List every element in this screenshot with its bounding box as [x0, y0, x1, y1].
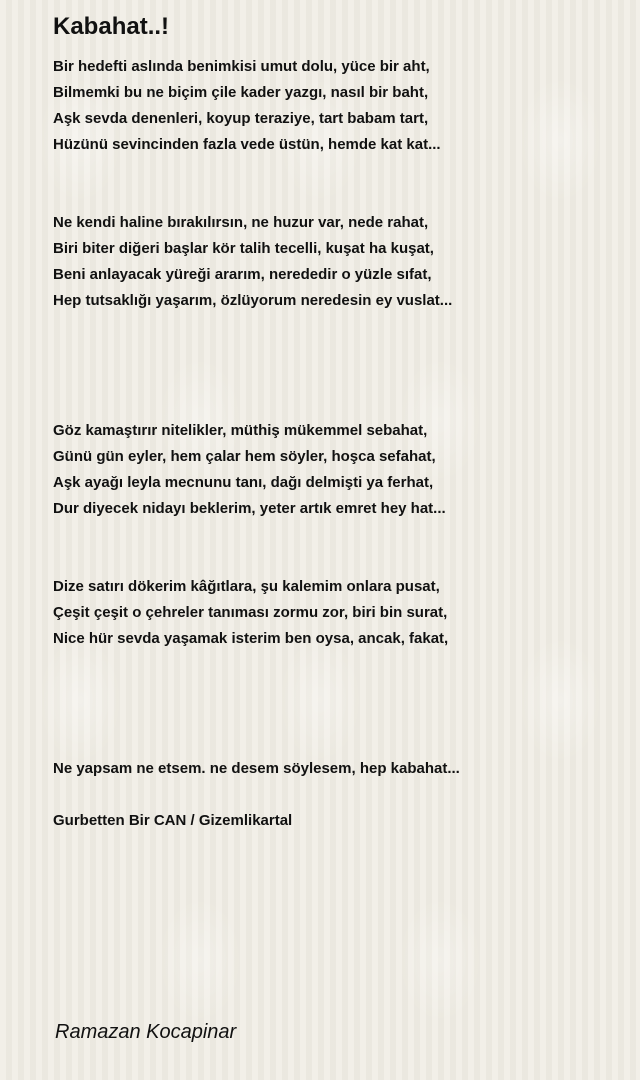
- poem-line: Bir hedefti aslında benimkisi umut dolu, yüce bir aht,: [53, 58, 430, 75]
- poem-line: Biri biter diğeri başlar kör talih tecelli, kuşat ha kuşat,: [53, 240, 434, 257]
- stanza-2: [53, 210, 623, 314]
- poem-line: Nice hür sevda yaşamak isterim ben oysa, ancak, fakat,: [53, 630, 449, 647]
- stanza-4: [53, 574, 623, 652]
- poem-line: Hep tutsaklığı yaşarım, özlüyorum neredesin ey vuslat...: [53, 292, 453, 309]
- stanza-3: [53, 418, 623, 522]
- poem-container: [53, 12, 623, 834]
- poem-line: Ne kendi haline bırakılırsın, ne huzur var, nede rahat,: [53, 214, 429, 231]
- stanza-5: [53, 756, 623, 782]
- poem-line: Günü gün eyler, hem çalar hem söyler, hoşca sefahat,: [53, 448, 436, 465]
- poem-line: Aşk ayağı leyla mecnunu tanı, dağı delmişti ya ferhat,: [53, 474, 434, 491]
- poem-body: [53, 54, 623, 782]
- poem-line: Göz kamaştırır nitelikler, müthiş mükemmel sebahat,: [53, 422, 428, 439]
- poem-line: Beni anlayacak yüreği ararım, nerededir o yüzle sıfat,: [53, 266, 432, 283]
- poem-line: Ne yapsam ne etsem. ne desem söylesem, hep kabahat...: [53, 760, 460, 777]
- poem-byline: Gurbetten Bir CAN / Gizemlikartal: [53, 812, 293, 829]
- author-name: Ramazan Kocapinar: [55, 1021, 237, 1043]
- poem-line: Hüzünü sevincinden fazla vede üstün, hemde kat kat...: [53, 136, 441, 153]
- poem-line: Çeşit çeşit o çehreler tanıması zormu zor, biri bin surat,: [53, 604, 448, 621]
- poem-line: Dur diyecek nidayı beklerim, yeter artık emret hey hat...: [53, 500, 446, 517]
- poem-line: Bilmemki bu ne biçim çile kader yazgı, nasıl bir baht,: [53, 84, 429, 101]
- poem-title: Kabahat..!: [53, 13, 170, 40]
- poem-line: Aşk sevda denenleri, koyup teraziye, tart babam tart,: [53, 110, 429, 127]
- stanza-1: [53, 54, 623, 158]
- poem-line: Dize satırı dökerim kâğıtlara, şu kalemim onlara pusat,: [53, 578, 440, 595]
